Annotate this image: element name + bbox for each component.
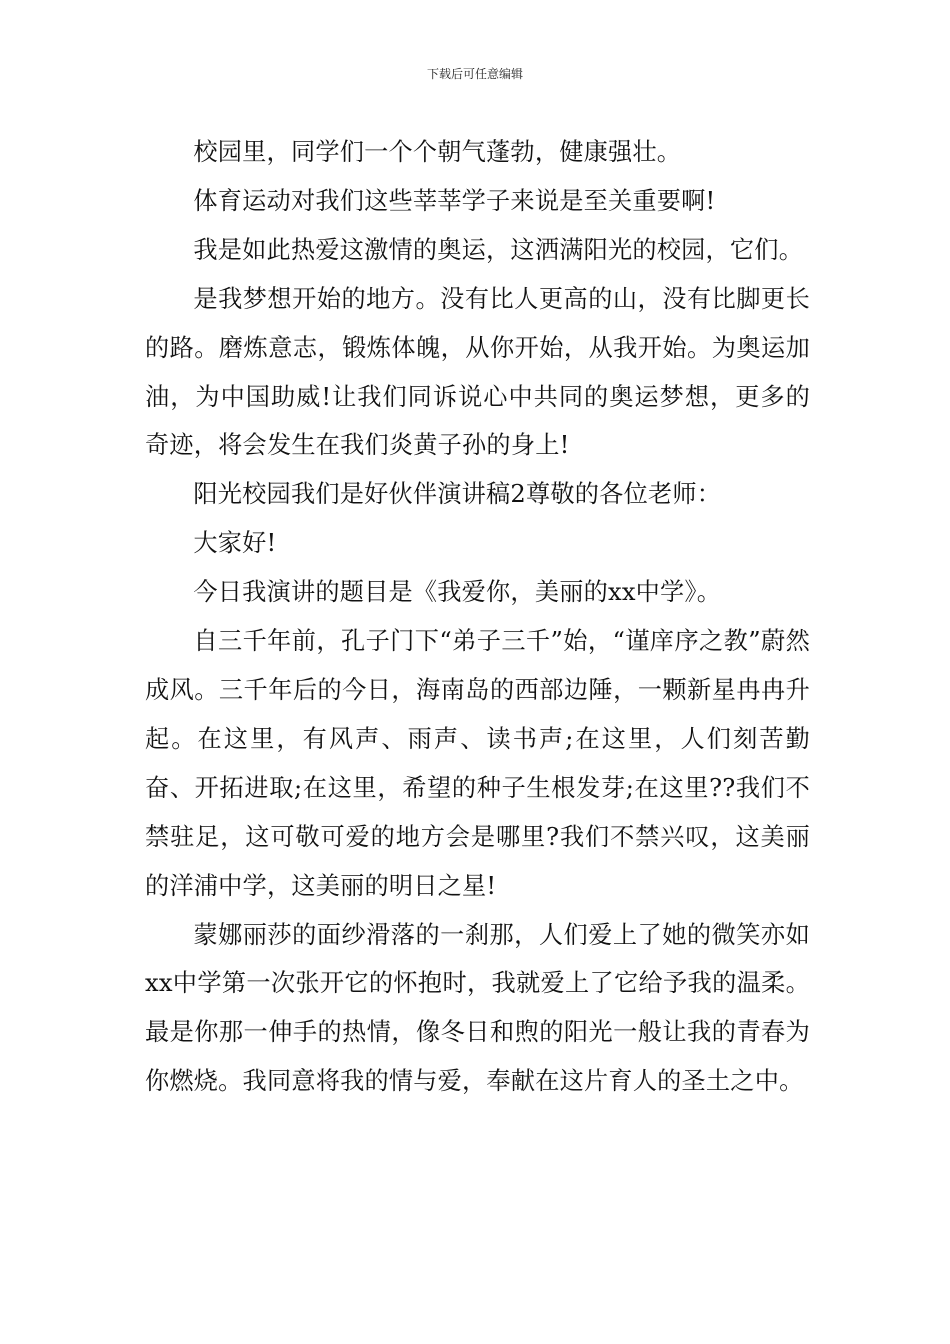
paragraph: 体育运动对我们这些莘莘学子来说是至关重要啊! <box>193 186 716 215</box>
page-header: 下载后可任意编辑 <box>426 67 523 81</box>
paragraph: 是我梦想开始的地方。没有比人更高的山，没有比脚更长的路。磨炼意志，锻炼体魄，从你开始，从我开始。为奥运加油，为中国助威!让我们同诉说心中共同的奥运梦想，更多的奇迹，将会发生在我们炎黄子孙的身上! <box>145 284 810 460</box>
paragraph: 我是如此热爱这激情的奥运，这洒满阳光的校园，它们。 <box>193 235 804 264</box>
paragraph: 今日我演讲的题目是《我爱你，美丽的xx中学》。 <box>193 578 722 607</box>
paragraph: 自三千年前，孔子门下“弟子三千”始，“谨庠序之教”蔚然成风。三千年后的今日，海南岛的西部边陲，一颗新星冉冉升起。在这里，有风声、雨声、读书声;在这里，人们刻苦勤奋、开拓进取;在这里，希望的种子生根发芽;在这里??我们不禁驻足，这可敬可爱的地方会是哪里?我们不禁兴叹，这美丽的洋浦中学，这美丽的明日之星! <box>145 627 810 900</box>
document-body <box>145 128 810 1106</box>
paragraph: 阳光校园我们是好伙伴演讲稿2尊敬的各位老师： <box>193 480 722 509</box>
paragraph: 校园里，同学们一个个朝气蓬勃，健康强壮。 <box>193 138 682 166</box>
paragraph: 大家好! <box>193 529 277 558</box>
paragraph: 蒙娜丽莎的面纱滑落的一刹那，人们爱上了她的微笑亦如xx中学第一次张开它的怀抱时，我就爱上了它给予我的温柔。最是你那一伸手的热情，像冬日和煦的阳光一般让我的青春为你燃烧。我同意将我的情与爱，奉献在这片育人的圣土之中。 <box>145 920 810 1096</box>
